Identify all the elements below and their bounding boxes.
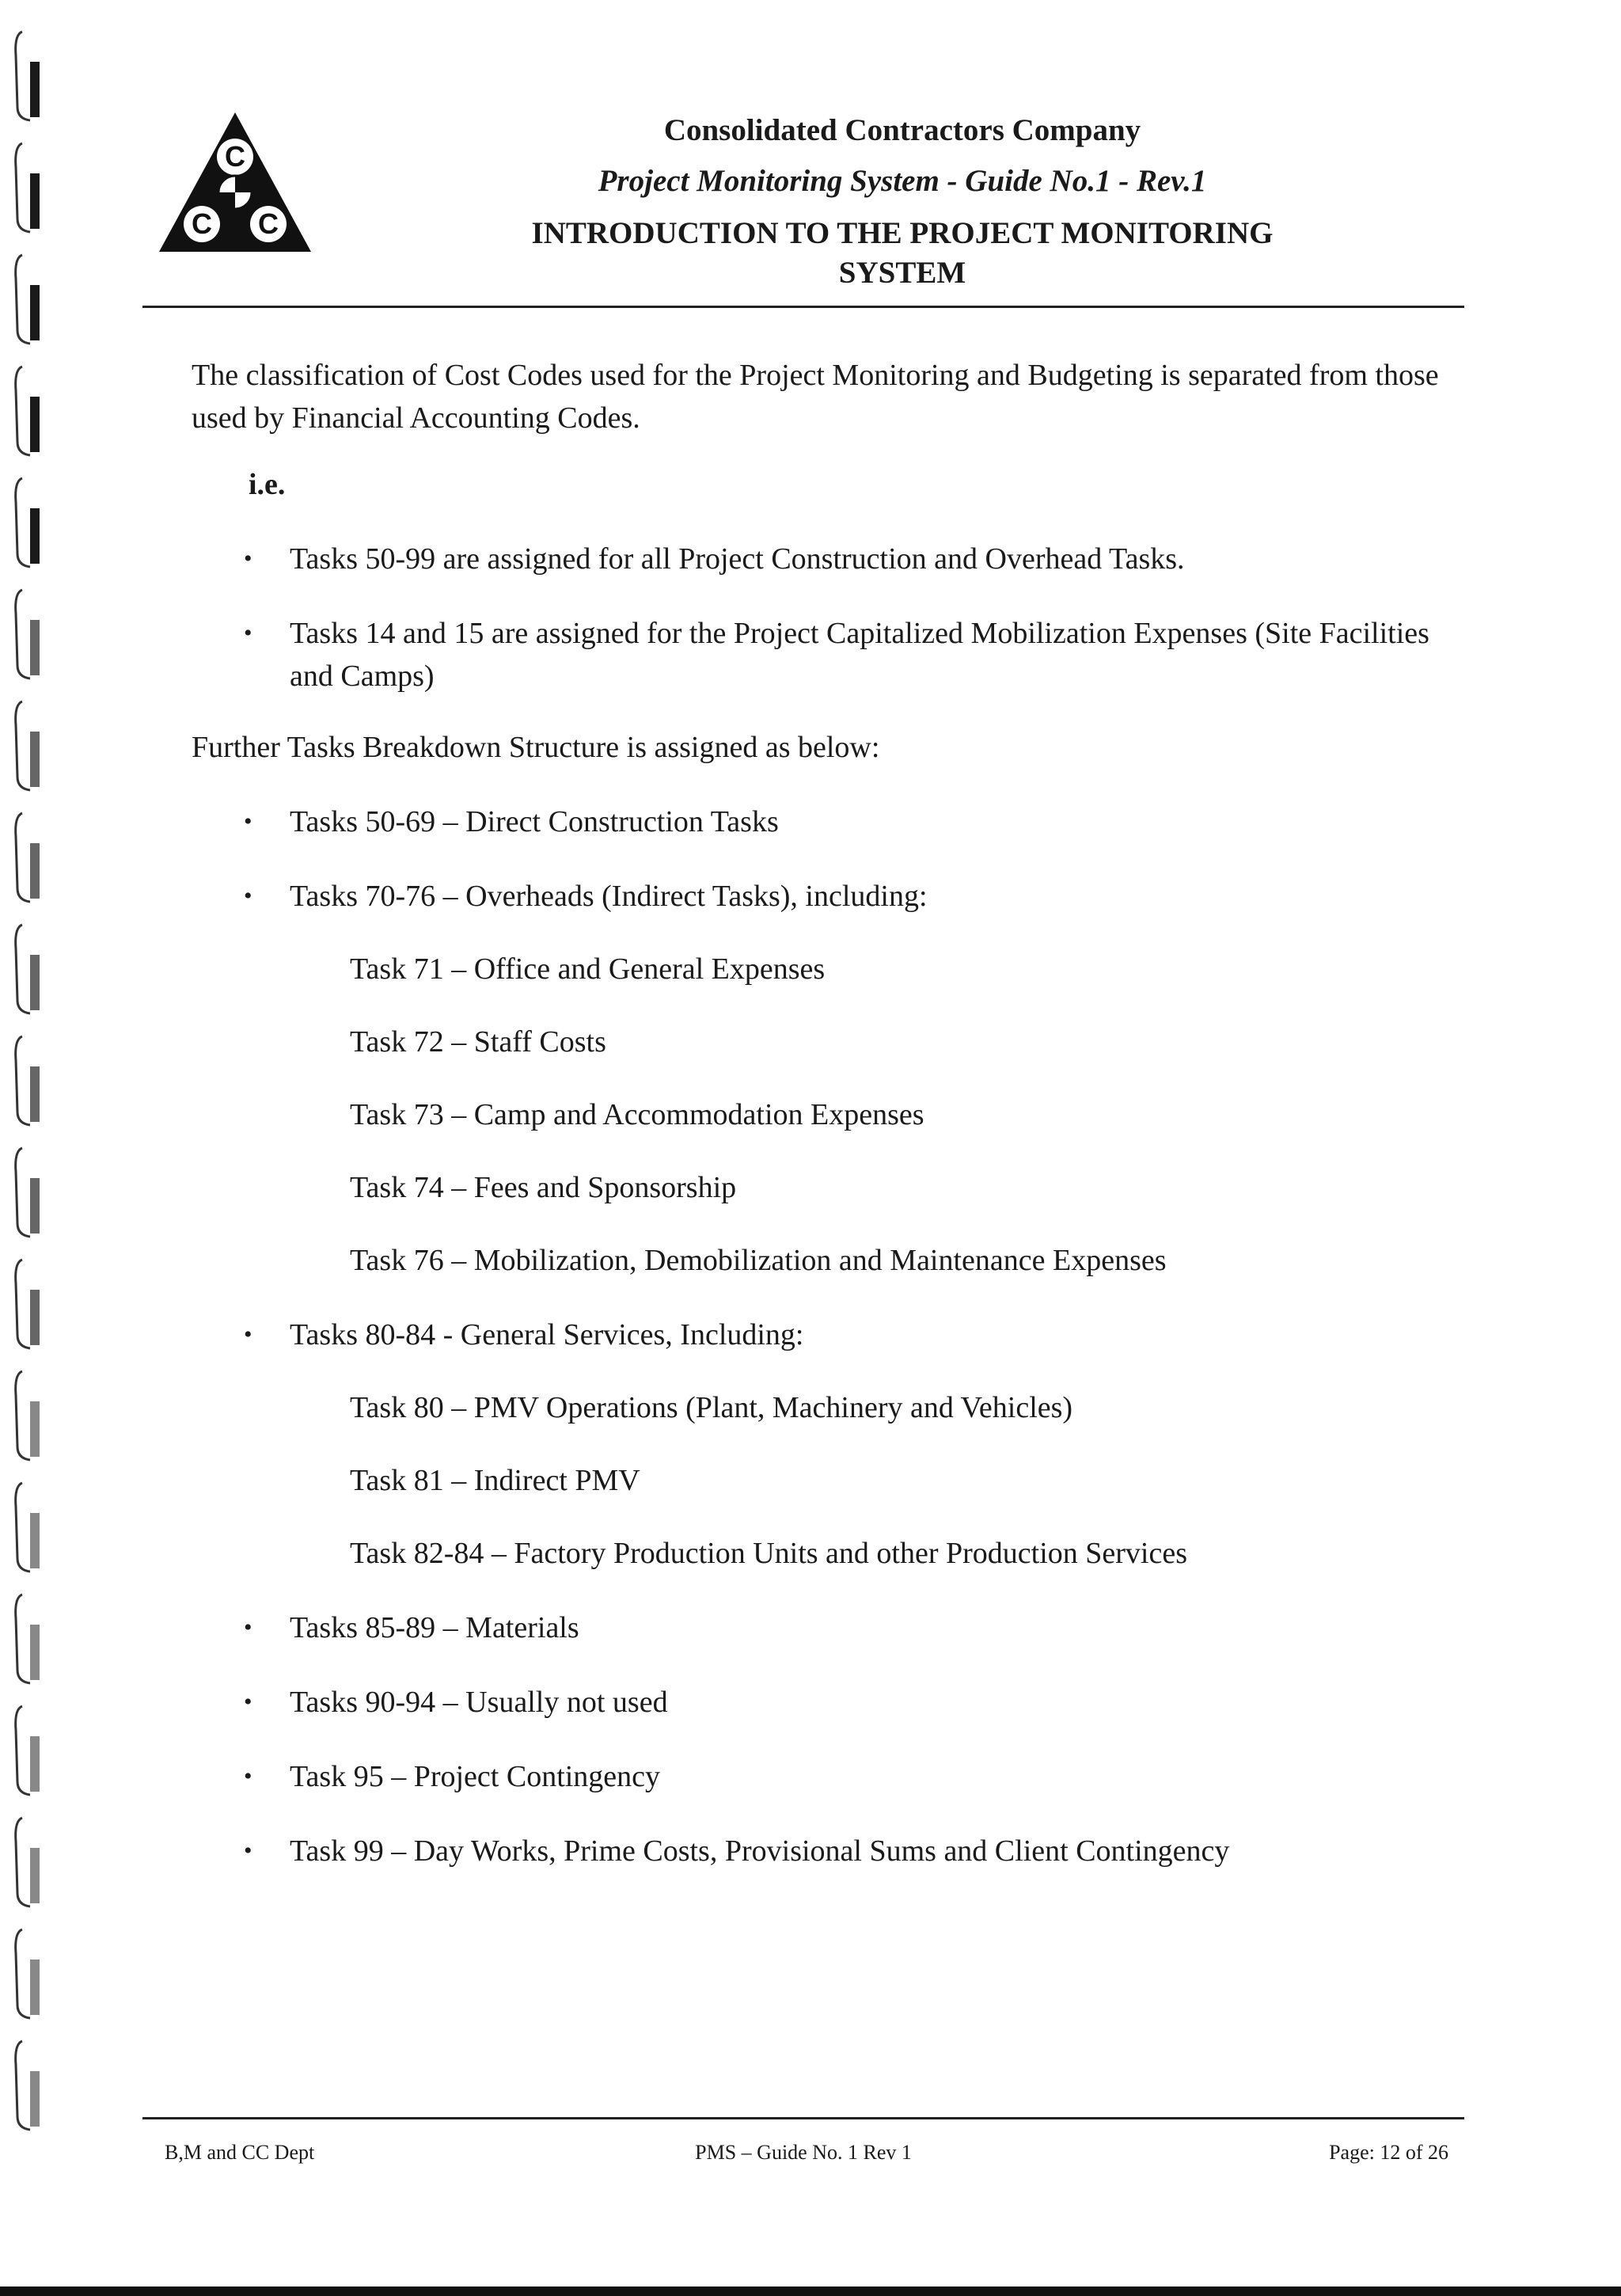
- document-title-line-1: INTRODUCTION TO THE PROJECT MONITORING: [531, 216, 1274, 250]
- scan-edge-band: [0, 2286, 1621, 2296]
- binding-hole: [30, 1513, 40, 1568]
- binding-ring: [16, 255, 30, 344]
- binding-hole: [30, 1736, 40, 1792]
- binding-ring: [16, 1483, 30, 1572]
- company-name: Consolidated Contractors Company: [663, 113, 1141, 147]
- binding-hole: [30, 843, 40, 899]
- task-subitem: Task 80 – PMV Operations (Plant, Machinery and Vehicles): [350, 1391, 1073, 1424]
- binding-ring: [16, 1148, 30, 1237]
- binding-ring: [16, 367, 30, 455]
- task-group-item: [192, 875, 1458, 918]
- binding-hole: [30, 508, 40, 564]
- binding-ring: [16, 1706, 30, 1795]
- task-group-item: [192, 1755, 1458, 1798]
- task-assignment-list: [192, 538, 1458, 698]
- intro-paragraph: The classification of Cost Codes used for the Project Monitoring and Budgeting is separated from those used by Financial Accounting Codes.: [192, 359, 1439, 435]
- binding-ring: [16, 478, 30, 567]
- logo-letter-top: C: [225, 140, 245, 173]
- binding-hole: [30, 2071, 40, 2127]
- bullet-icon: •: [244, 883, 252, 909]
- binding-ring: [16, 1818, 30, 1906]
- binding-hole: [30, 732, 40, 787]
- binding-ring: [16, 701, 30, 790]
- page-footer: [142, 2141, 1464, 2172]
- task-subitem: Task 73 – Camp and Accommodation Expenses: [350, 1098, 924, 1131]
- binding-ring: [16, 1929, 30, 2018]
- task-group-item: [192, 1681, 1458, 1724]
- binding-ring: [16, 1595, 30, 1683]
- bullet-icon: •: [244, 620, 252, 646]
- binding-ring: [16, 1260, 30, 1348]
- task-subitem: Task 81 – Indirect PMV: [350, 1464, 640, 1497]
- binding-hole: [30, 1290, 40, 1345]
- task-subitem: Task 71 – Office and General Expenses: [350, 952, 826, 986]
- binding-ring: [16, 1036, 30, 1125]
- footer-page-number: Page: 12 of 26: [1329, 2141, 1448, 2164]
- binding-hole: [30, 397, 40, 452]
- bullet-icon: •: [244, 545, 252, 572]
- binding-hole: [30, 1401, 40, 1457]
- ccc-logo: [158, 111, 313, 253]
- task-group-item: [192, 1606, 1458, 1649]
- bullet-text: Tasks 85-89 – Materials: [290, 1611, 579, 1644]
- binding-hole: [30, 1625, 40, 1680]
- task-group-item: [192, 1313, 1458, 1356]
- binding-hole: [30, 285, 40, 340]
- header-rule: [142, 306, 1464, 308]
- binding-ring: [16, 143, 30, 232]
- bullet-text: Task 99 – Day Works, Prime Costs, Provisional Sums and Client Contingency: [290, 1834, 1230, 1868]
- document-title-line-2: SYSTEM: [838, 256, 966, 290]
- logo-letter-right: C: [258, 207, 279, 240]
- bullet-text: Tasks 90-94 – Usually not used: [290, 1686, 668, 1719]
- bullet-text: Tasks 50-99 are assigned for all Project Construction and Overhead Tasks.: [290, 542, 1185, 576]
- task-group-item: [192, 800, 1458, 843]
- list-item: [192, 612, 1458, 698]
- binding-hole: [30, 1848, 40, 1903]
- task-breakdown-list: [192, 800, 1458, 1872]
- task-group-item: [192, 1830, 1458, 1872]
- footer-document-ref: PMS – Guide No. 1 Rev 1: [695, 2141, 912, 2164]
- bullet-icon: •: [244, 1763, 252, 1789]
- bullet-icon: •: [244, 1838, 252, 1864]
- bullet-text: Tasks 80-84 - General Services, Including:: [290, 1318, 804, 1351]
- logo-letter-left: C: [192, 207, 212, 240]
- ie-label: i.e.: [249, 468, 286, 501]
- binding-ring: [16, 1371, 30, 1460]
- binding-ring: [16, 590, 30, 679]
- binding-hole: [30, 620, 40, 675]
- document-title: [340, 214, 1464, 293]
- binding-hole: [30, 1066, 40, 1122]
- bullet-icon: •: [244, 1321, 252, 1348]
- binding-hole: [30, 1178, 40, 1234]
- list-item: [192, 538, 1458, 580]
- document-subtitle: Project Monitoring System - Guide No.1 - Rev.1: [598, 164, 1207, 198]
- page-header: [142, 95, 1464, 309]
- task-subitem: Task 82-84 – Factory Production Units and other Production Services: [350, 1537, 1188, 1570]
- binding-ring: [16, 813, 30, 902]
- spiral-binding: [0, 0, 71, 2264]
- binding-hole: [30, 173, 40, 229]
- bullet-text: Tasks 14 and 15 are assigned for the Project Capitalized Mobilization Expenses (Site Facilities and Camps): [290, 617, 1429, 693]
- bullet-text: Task 95 – Project Contingency: [290, 1760, 661, 1793]
- bullet-icon: •: [244, 808, 252, 834]
- binding-hole: [30, 1960, 40, 2015]
- footer-rule: [142, 2117, 1464, 2119]
- footer-department: B,M and CC Dept: [165, 2141, 315, 2164]
- page-body: [192, 354, 1458, 1872]
- task-subitem: Task 72 – Staff Costs: [350, 1025, 606, 1059]
- binding-hole: [30, 62, 40, 117]
- binding-hole: [30, 955, 40, 1010]
- binding-ring: [16, 2041, 30, 2130]
- bullet-icon: •: [244, 1689, 252, 1715]
- breakdown-intro: Further Tasks Breakdown Structure is assigned as below:: [192, 731, 880, 764]
- task-subitem: Task 74 – Fees and Sponsorship: [350, 1171, 737, 1204]
- binding-ring: [16, 32, 30, 120]
- binding-ring: [16, 925, 30, 1013]
- bullet-icon: •: [244, 1614, 252, 1640]
- bullet-text: Tasks 70-76 – Overheads (Indirect Tasks), including:: [290, 880, 928, 913]
- bullet-text: Tasks 50-69 – Direct Construction Tasks: [290, 805, 779, 838]
- task-subitem: Task 76 – Mobilization, Demobilization and Maintenance Expenses: [350, 1244, 1167, 1277]
